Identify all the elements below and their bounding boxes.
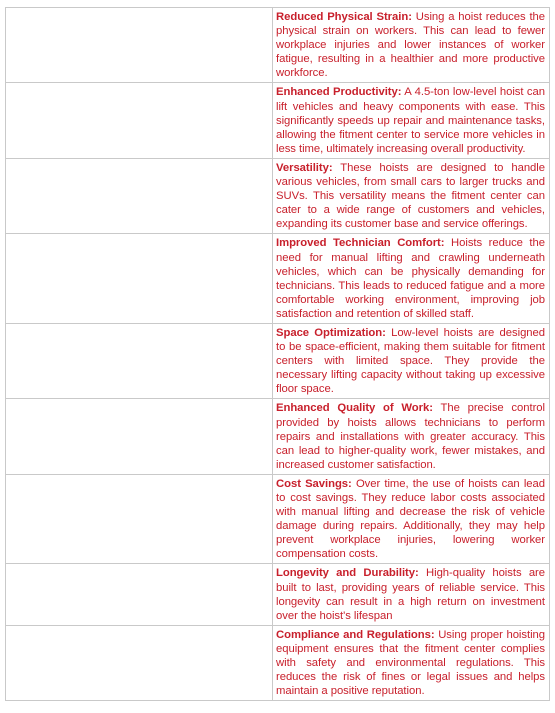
benefit-cell xyxy=(273,625,550,700)
benefit-title: Space Optimization: xyxy=(276,326,386,339)
benefit-text: A 4.5-ton low-level hoist can lift vehicles and heavy components with ease. This significantly speeds up repair and maintenance tasks, allowing the fitment center to service more vehicles in less time, ultimately increasing overall productivity. xyxy=(276,86,545,155)
benefit-cell xyxy=(273,234,550,324)
benefit-paragraph xyxy=(276,477,545,562)
benefit-paragraph xyxy=(276,236,545,321)
benefit-text: High-quality hoists are built to last, providing years of reliable service. This longevity can result in a high return on investment over the hoist's lifespan xyxy=(276,567,545,622)
benefit-cell xyxy=(273,399,550,474)
empty-cell xyxy=(6,234,273,324)
benefit-cell xyxy=(273,8,550,83)
benefit-paragraph xyxy=(276,10,545,80)
table-row xyxy=(6,234,550,324)
benefit-title: Improved Technician Comfort: xyxy=(276,237,445,250)
benefit-title: Enhanced Productivity: xyxy=(276,86,402,99)
table-row xyxy=(6,474,550,564)
benefit-paragraph xyxy=(276,161,545,231)
benefit-title: Enhanced Quality of Work: xyxy=(276,402,433,415)
empty-cell xyxy=(6,158,273,233)
table-row xyxy=(6,564,550,625)
benefit-text: The precise control provided by hoists allows technicians to perform repairs and installations with greater accuracy. This can lead to higher-quality work, fewer mistakes, and increased customer satisfaction. xyxy=(276,402,545,471)
empty-cell xyxy=(6,323,273,398)
benefit-paragraph xyxy=(276,628,545,698)
table-row xyxy=(6,158,550,233)
empty-cell xyxy=(6,625,273,700)
benefit-title: Reduced Physical Strain: xyxy=(276,11,412,23)
benefit-cell xyxy=(273,158,550,233)
empty-cell xyxy=(6,564,273,625)
empty-cell xyxy=(6,83,273,158)
benefit-title: Versatility: xyxy=(276,161,333,174)
table-row xyxy=(6,625,550,700)
benefit-paragraph xyxy=(276,401,545,471)
benefit-cell xyxy=(273,83,550,158)
benefit-cell xyxy=(273,564,550,625)
table-row xyxy=(6,323,550,398)
benefit-text: Over time, the use of hoists can lead to cost savings. They reduce labor costs associated with manual lifting and decrease the risk of vehicle damage during repairs. Additionally, they may help prevent workplace injuries, lowering worker compensation costs. xyxy=(276,477,545,561)
empty-cell xyxy=(6,8,273,83)
benefit-title: Longevity and Durability: xyxy=(276,567,419,580)
benefit-cell xyxy=(273,323,550,398)
benefit-title: Cost Savings: xyxy=(276,477,352,490)
benefit-cell xyxy=(273,474,550,564)
benefit-text: These hoists are designed to handle various vehicles, from small cars to larger trucks and SUVs. This versatility means the fitment center can cater to a wide range of customers and vehicles, expanding its customer base and service offerings. xyxy=(276,161,545,231)
benefit-paragraph xyxy=(276,85,545,155)
benefits-table xyxy=(5,7,550,701)
benefit-title: Compliance and Regulations: xyxy=(276,628,435,641)
empty-cell xyxy=(6,474,273,564)
table-row xyxy=(6,83,550,158)
benefit-paragraph xyxy=(276,326,545,396)
table-row xyxy=(6,399,550,474)
benefit-paragraph xyxy=(276,566,545,622)
benefit-text: Hoists reduce the need for manual lifting and crawling underneath vehicles, which can be physically demanding for technicians. This leads to reduced fatigue and a more comfortable working environment, improving job satisfaction and retention of skilled staff. xyxy=(276,237,545,320)
benefit-text: Using a hoist reduces the physical strain on workers. This can lead to fewer workplace injuries and lower instances of worker fatigue, resulting in a healthier and more productive workforce. xyxy=(276,11,545,80)
table-row xyxy=(6,8,550,83)
benefit-text: Using proper hoisting equipment ensures that the fitment center complies with safety and environmental regulations. This reduces the risk of fines or legal issues and helps maintain a positive reputation. xyxy=(276,628,546,698)
empty-cell xyxy=(6,399,273,474)
benefit-text: Low-level hoists are designed to be space-efficient, making them suitable for fitment centers with limited space. They provide the necessary lifting capacity without taking up excessive floor space. xyxy=(276,326,545,396)
